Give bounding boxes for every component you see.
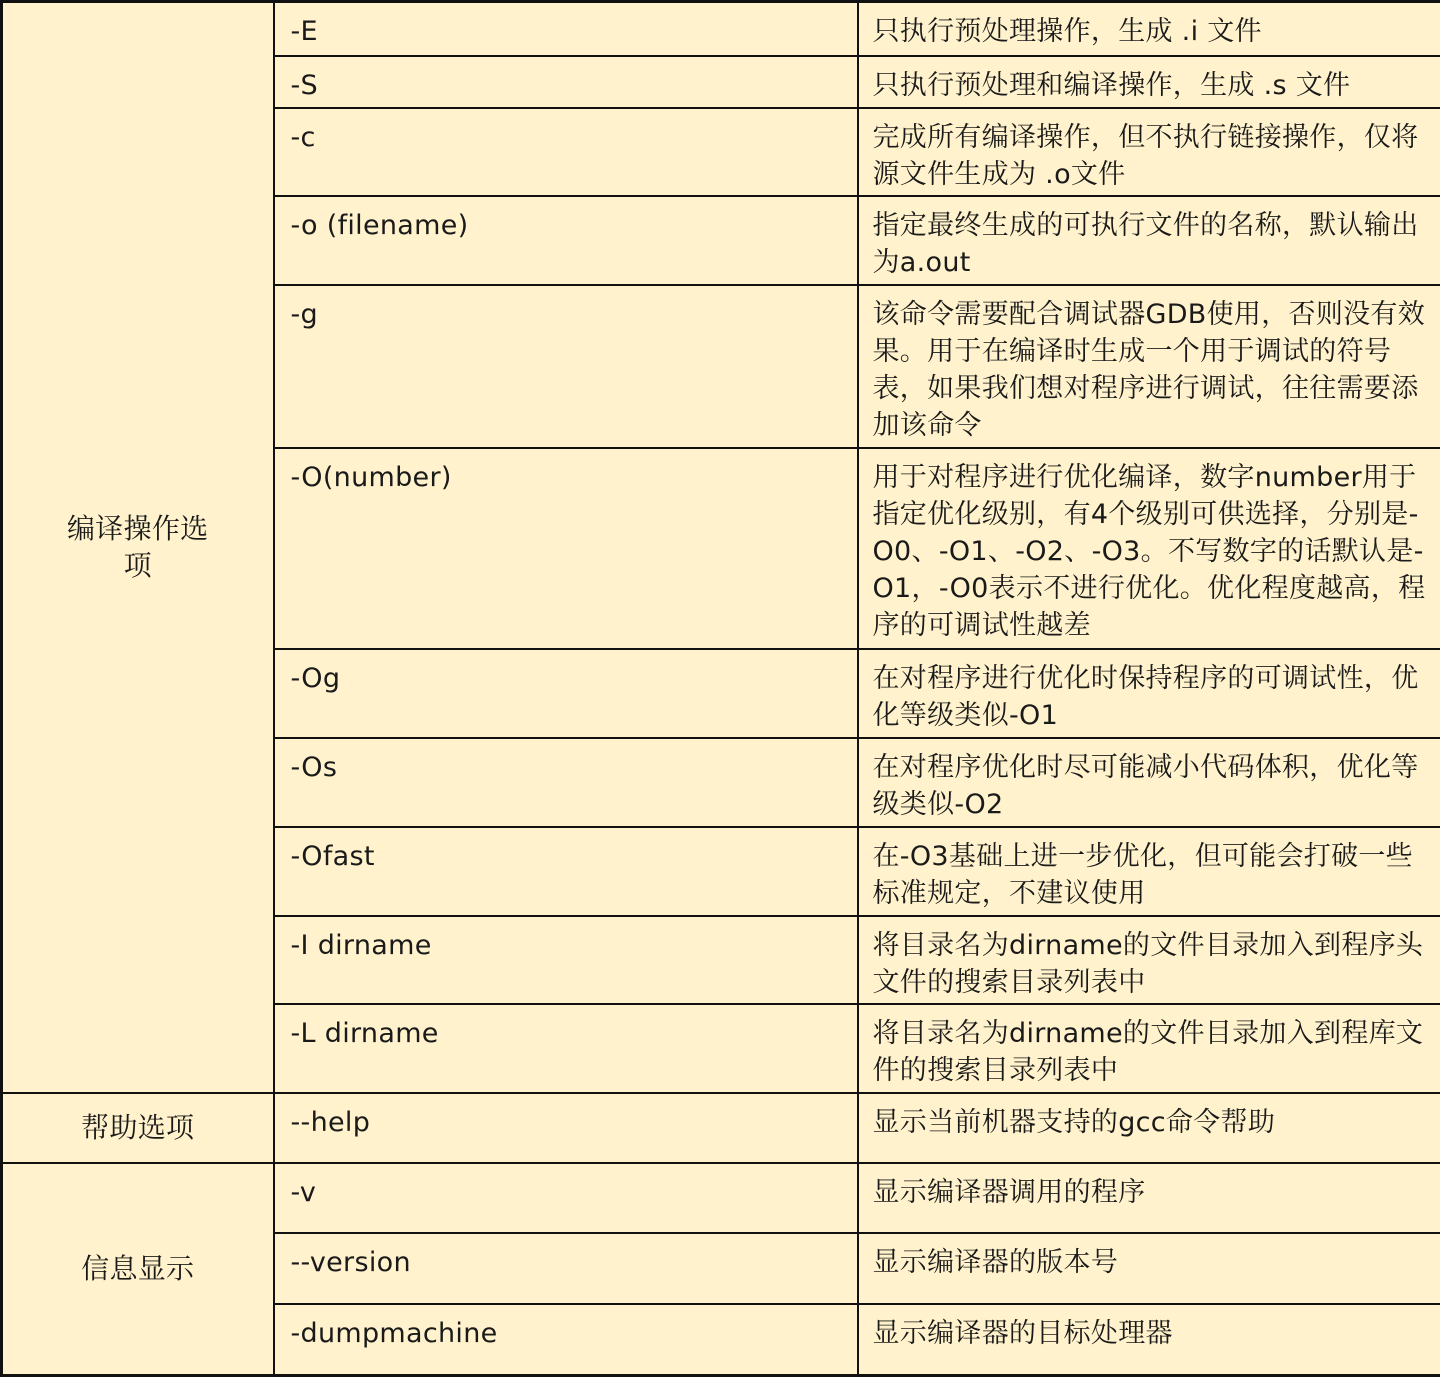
option-cell: -E <box>274 2 858 56</box>
description-cell: 用于对程序进行优化编译，数字number用于指定优化级别，有4个级别可供选择，分别是-O0、-O1、-O2、-O3。不写数字的话默认是-O1，-O0表示不进行优化。优化程度越高，程序的可调试性越差 <box>858 448 1440 649</box>
option-cell: -Ofast <box>274 827 858 916</box>
option-cell: --help <box>274 1093 858 1163</box>
option-cell: -O(number) <box>274 448 858 649</box>
table-row <box>2 1093 1440 1163</box>
category-cell: 帮助选项 <box>2 1093 274 1163</box>
option-cell: -o (filename) <box>274 196 858 285</box>
table-row <box>2 1163 1440 1233</box>
option-cell: -dumpmachine <box>274 1304 858 1376</box>
description-cell: 在-O3基础上进一步优化，但可能会打破一些标准规定，不建议使用 <box>858 827 1440 916</box>
table-row <box>2 2 1440 56</box>
category-cell: 编译操作选项 <box>2 2 274 1093</box>
description-cell: 指定最终生成的可执行文件的名称，默认输出为a.out <box>858 196 1440 285</box>
description-cell: 显示编译器调用的程序 <box>858 1163 1440 1233</box>
option-cell: -S <box>274 56 858 108</box>
option-cell: -g <box>274 285 858 448</box>
option-cell: -Og <box>274 649 858 738</box>
option-cell: -Os <box>274 738 858 827</box>
description-cell: 在对程序优化时尽可能减小代码体积，优化等级类似-O2 <box>858 738 1440 827</box>
option-cell: -c <box>274 108 858 196</box>
description-cell: 将目录名为dirname的文件目录加入到程库文件的搜索目录列表中 <box>858 1004 1440 1093</box>
option-cell: -L dirname <box>274 1004 858 1093</box>
option-cell: -v <box>274 1163 858 1233</box>
description-cell: 在对程序进行优化时保持程序的可调试性，优化等级类似-O1 <box>858 649 1440 738</box>
description-cell: 显示当前机器支持的gcc命令帮助 <box>858 1093 1440 1163</box>
category-cell: 信息显示 <box>2 1163 274 1376</box>
description-cell: 显示编译器的版本号 <box>858 1233 1440 1304</box>
description-cell: 完成所有编译操作，但不执行链接操作，仅将源文件生成为 .o文件 <box>858 108 1440 196</box>
option-cell: --version <box>274 1233 858 1304</box>
description-cell: 显示编译器的目标处理器 <box>858 1304 1440 1376</box>
table-body <box>2 2 1440 1376</box>
description-cell: 只执行预处理和编译操作，生成 .s 文件 <box>858 56 1440 108</box>
description-cell: 将目录名为dirname的文件目录加入到程序头文件的搜索目录列表中 <box>858 916 1440 1004</box>
option-cell: -I dirname <box>274 916 858 1004</box>
description-cell: 该命令需要配合调试器GDB使用，否则没有效果。用于在编译时生成一个用于调试的符号表，如果我们想对程序进行调试，往往需要添加该命令 <box>858 285 1440 448</box>
description-cell: 只执行预处理操作，生成 .i 文件 <box>858 2 1440 56</box>
